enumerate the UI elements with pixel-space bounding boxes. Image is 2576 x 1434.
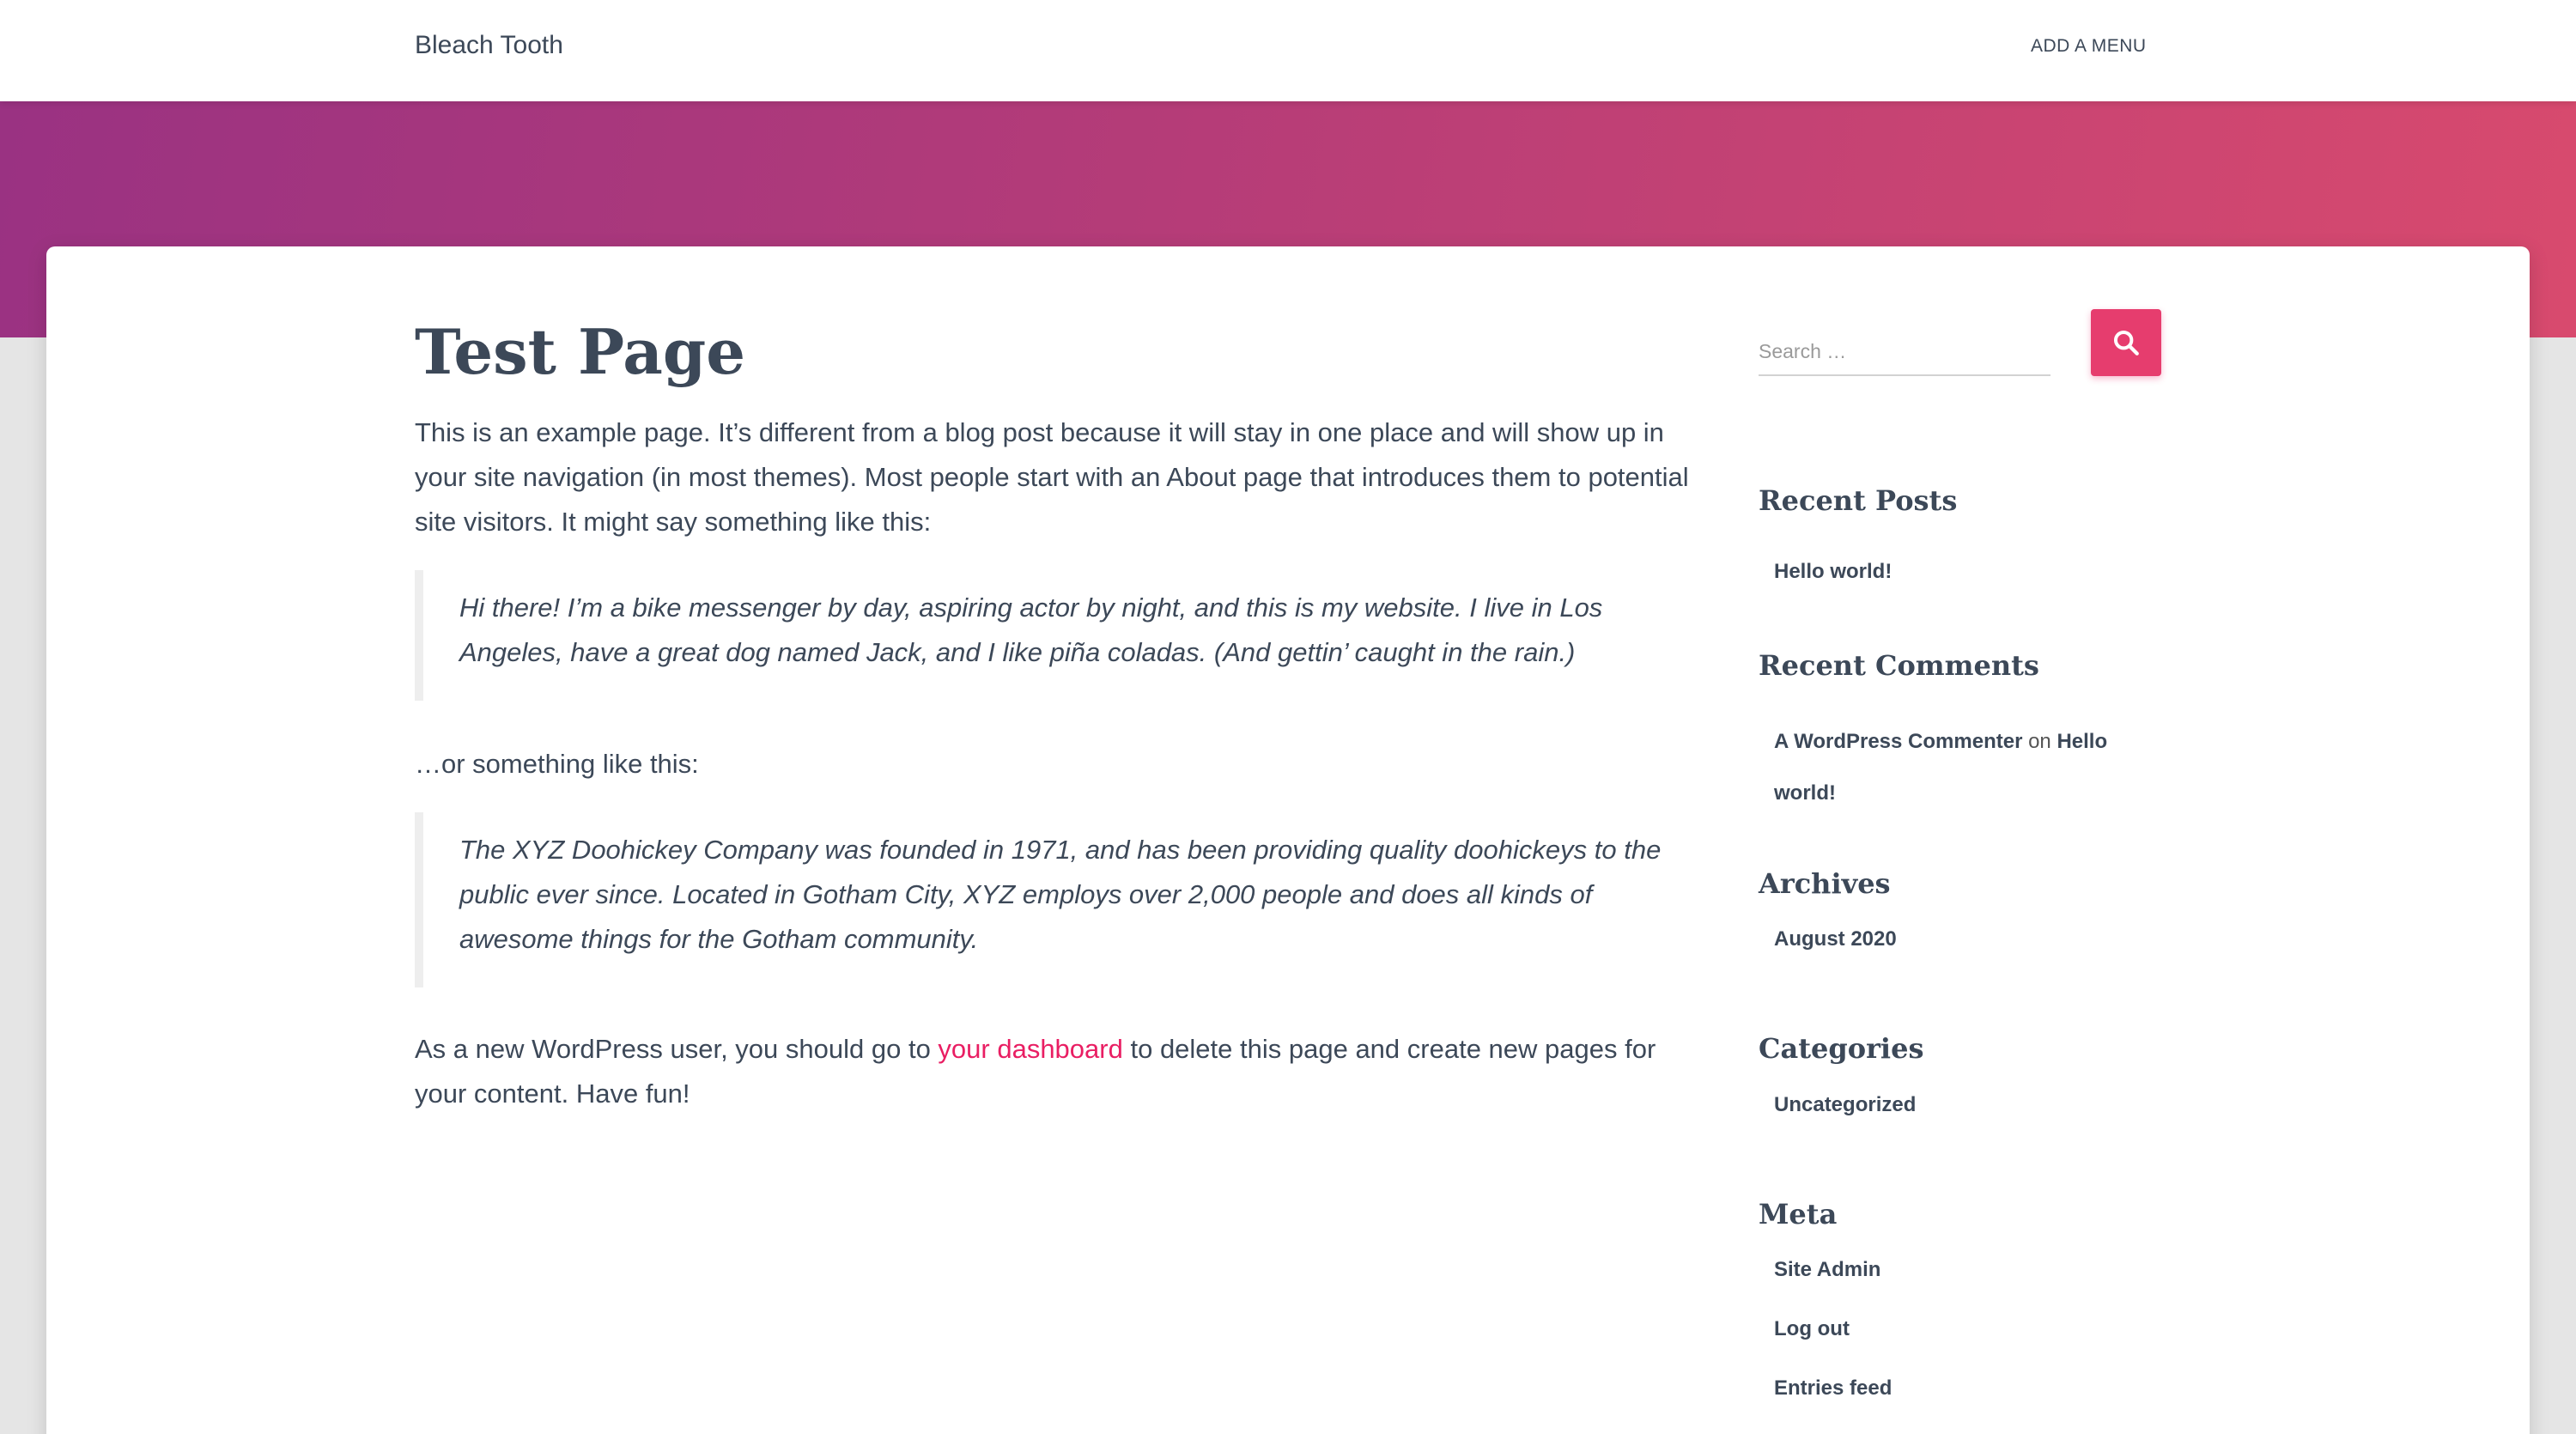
search-icon	[2111, 328, 2141, 357]
widget-archives	[1759, 867, 1897, 951]
add-menu-link[interactable]: ADD A MENU	[2031, 36, 2147, 56]
middle-paragraph: …or something like this:	[415, 749, 699, 779]
widget-recent-comments	[1759, 649, 2108, 805]
outro-text-after: to delete this page and create new pages for your content. Have fun!	[415, 1034, 1656, 1109]
site-title-link[interactable]: Bleach Tooth	[415, 31, 563, 59]
widget-meta	[1759, 1198, 2162, 1400]
sidebar	[1759, 309, 2162, 1400]
widget-title-categories: Categories	[1759, 1032, 1924, 1065]
meta-entries-feed-link[interactable]: Entries feed	[1774, 1376, 1893, 1400]
comment-author-link[interactable]: A WordPress Commenter	[1774, 730, 2023, 753]
comment-post-link[interactable]: Hello world!	[1774, 730, 2108, 805]
outro-paragraph	[415, 1027, 1694, 1116]
recent-comment-item	[1774, 716, 2152, 819]
blockquote-2: The XYZ Doohickey Company was founded in 1971, and has been providing quality doohickeys to the public ever since. Located in Gotham City, XYZ employs over 2,000 people and does all kinds of awesome things for the Gotham community.	[415, 812, 1694, 987]
widget-categories	[1759, 1032, 1924, 1116]
archive-link[interactable]: August 2020	[1774, 927, 1897, 951]
search-form	[1759, 309, 2162, 378]
widget-title-archives: Archives	[1759, 867, 1891, 900]
comment-on-text: on	[2028, 730, 2051, 753]
outro-text-before: As a new WordPress user, you should go to	[415, 1034, 939, 1064]
recent-post-link[interactable]: Hello world!	[1774, 560, 1893, 583]
search-button[interactable]	[2091, 309, 2161, 376]
meta-site-admin-link[interactable]: Site Admin	[1774, 1258, 1881, 1281]
widget-title-recent-comments: Recent Comments	[1759, 649, 2039, 682]
dashboard-link[interactable]: your dashboard	[938, 1034, 1123, 1064]
search-input[interactable]	[1759, 328, 2050, 376]
intro-paragraph: This is an example page. It’s different from a blog post because it will stay in one place and will show up in your site navigation (in most themes). Most people start with an About page that introduces them to potential site visitors. It might say something like this:	[415, 417, 1689, 537]
top-navbar	[0, 0, 2576, 101]
category-link[interactable]: Uncategorized	[1774, 1093, 1917, 1116]
widget-recent-posts	[1759, 484, 1958, 583]
widget-title-recent-posts: Recent Posts	[1759, 484, 1958, 517]
meta-log-out-link[interactable]: Log out	[1774, 1317, 1850, 1340]
blockquote-1: Hi there! I’m a bike messenger by day, aspiring actor by night, and this is my website. I live in Los Angeles, have a great dog named Jack, and I like piña coladas. (And gettin’ caught in the rain.)	[415, 570, 1694, 701]
page-title: Test Page	[415, 315, 745, 388]
widget-title-meta: Meta	[1759, 1198, 1838, 1230]
page-content	[415, 309, 1694, 1116]
